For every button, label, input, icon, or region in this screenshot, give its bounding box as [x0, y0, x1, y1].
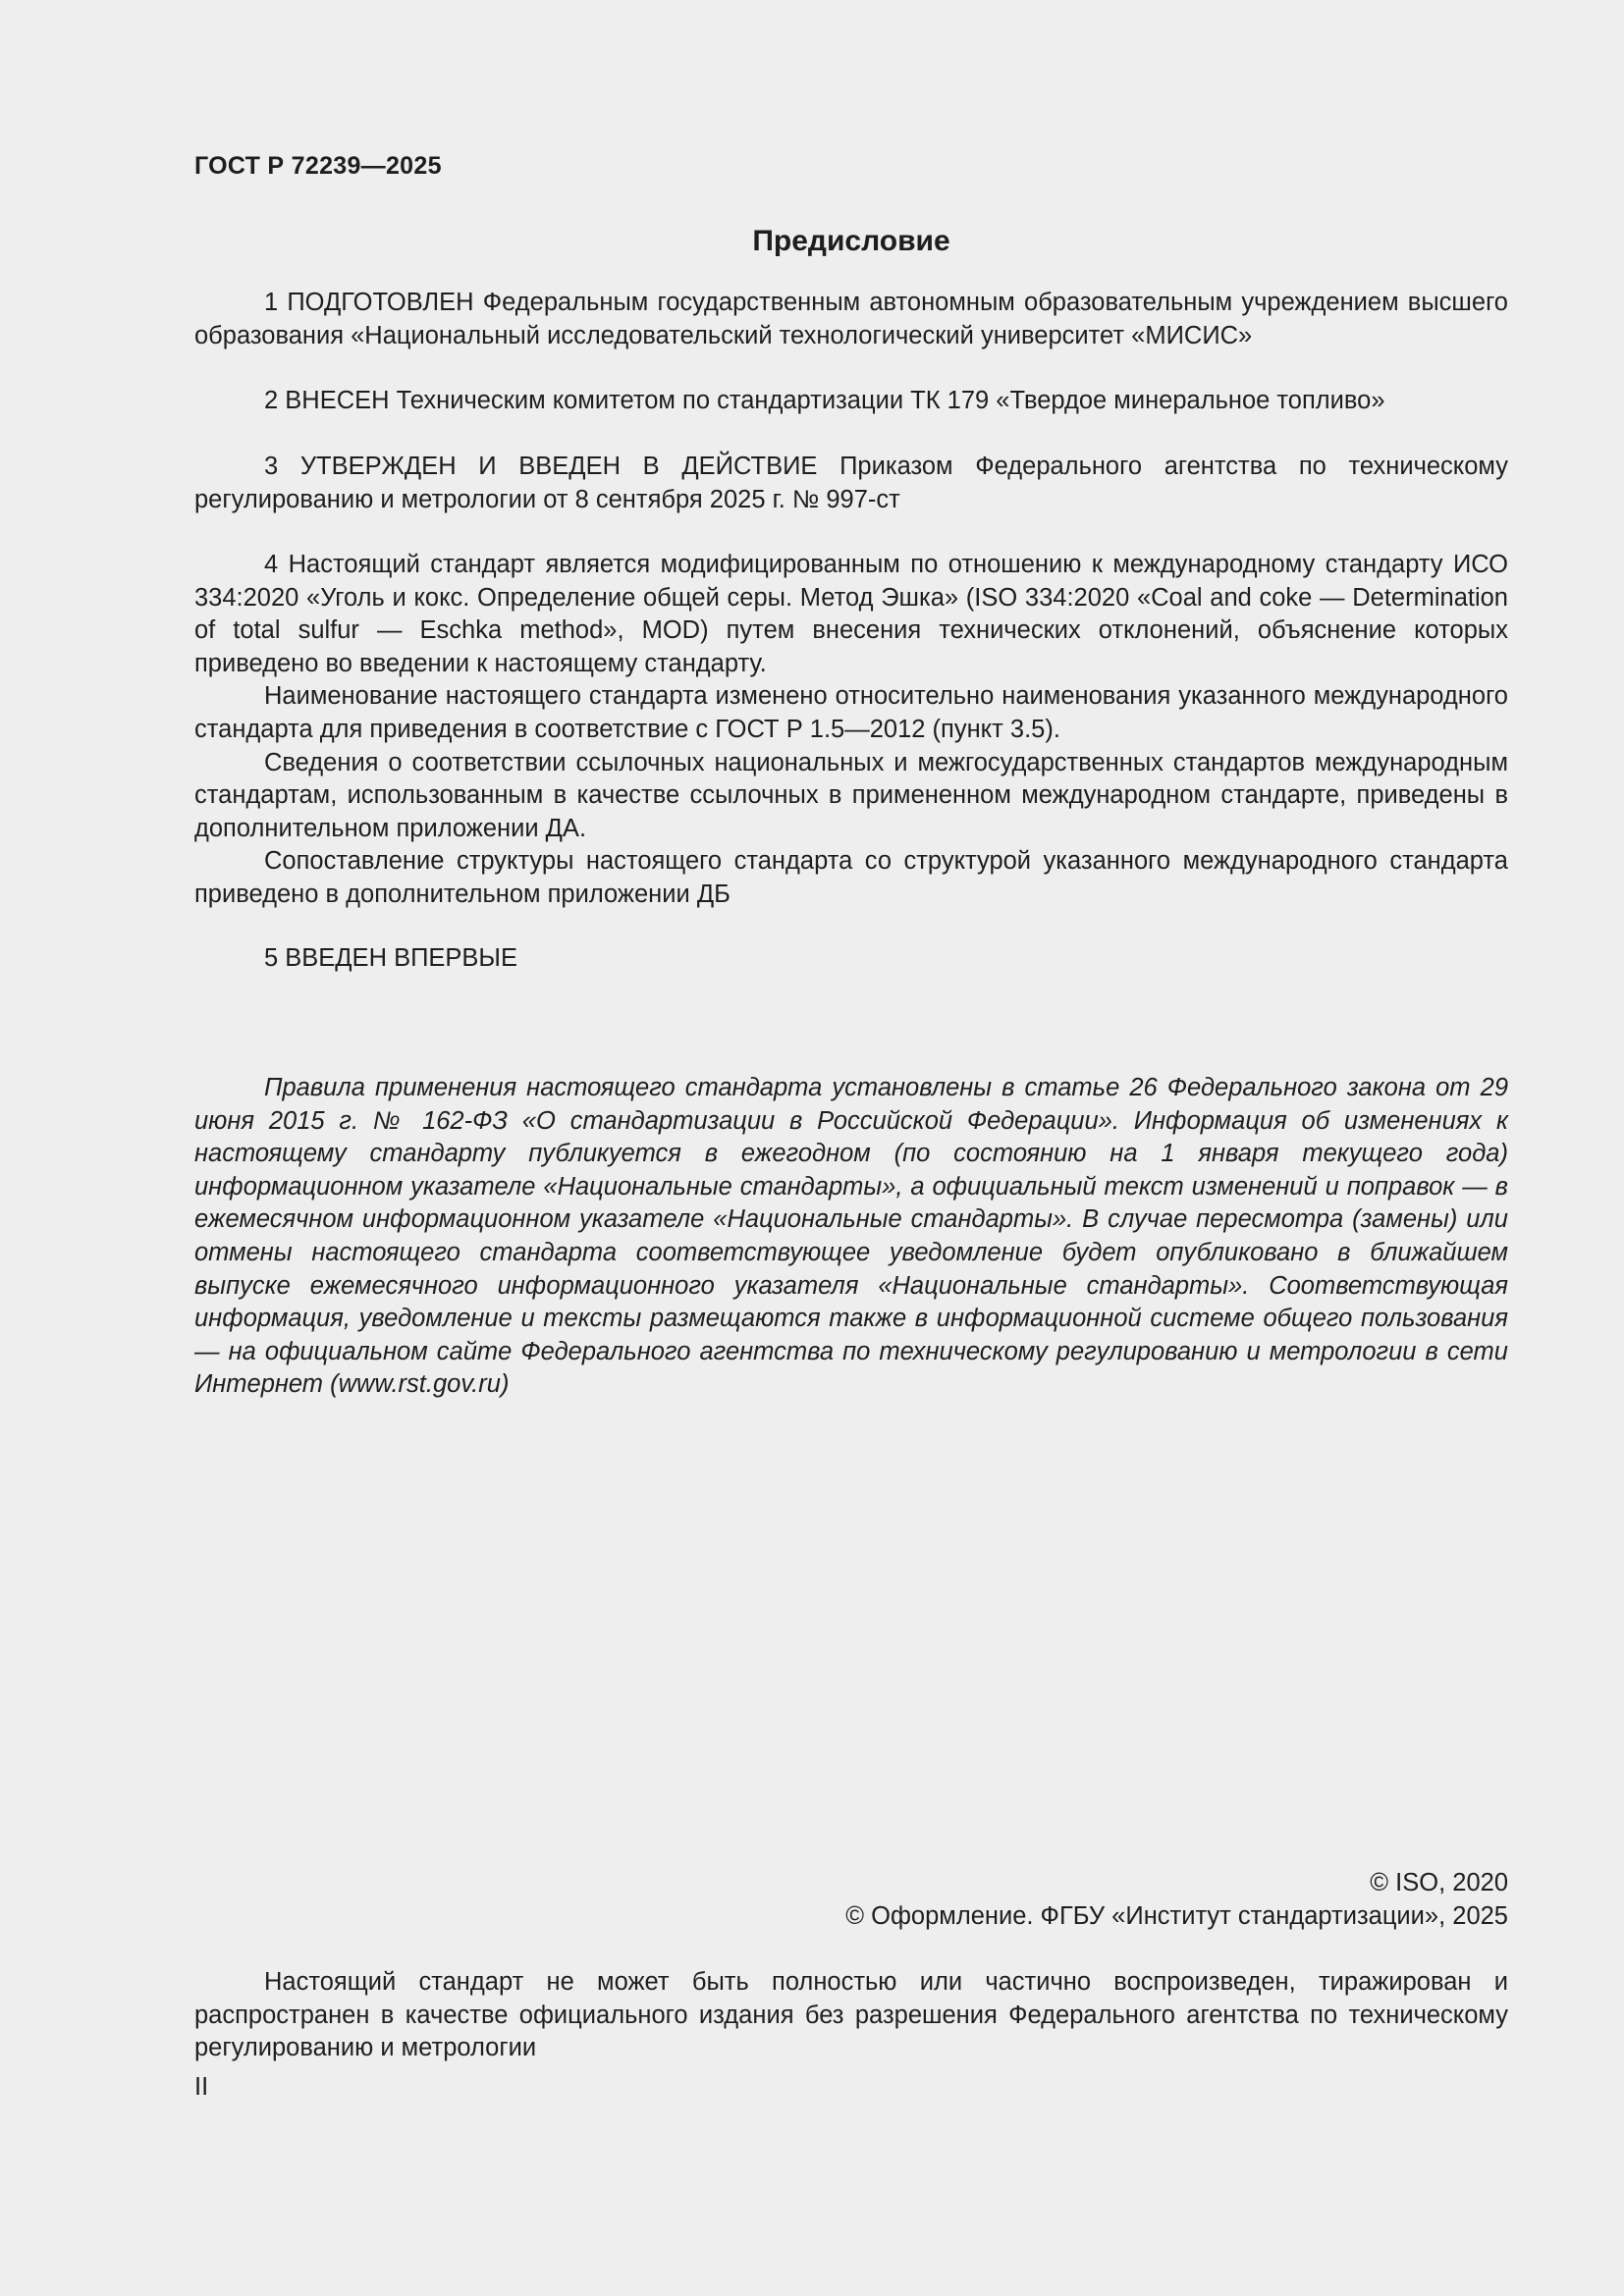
page-title: Предисловие [752, 225, 950, 257]
foreword-item-5 [194, 942, 1508, 976]
copyright-design: © Оформление. ФГБУ «Институт стандартизации», 2025 [845, 1901, 1508, 1930]
foreword-item-4-paragraph: 4 Настоящий стандарт является модифицированным по отношению к международному стандарту ИСО 334:2020 «Уголь и кокс. Определение общей серы. Метод Эшка» (ISO 334:2020 «Coal and coke — Determination of total sulfur — Eschka method», MOD) путем внесения технических отклонений, объяснение которых приведено во введении к настоящему стандарту. [194, 551, 1508, 677]
application-rules-text: Правила применения настоящего стандарта установлены в статье 26 Федерального закона от 29 июня 2015 г. № 162-ФЗ «О стандартизации в Российской Федерации». Информация об изменениях к настоящему стандарту публикуется в ежегодном (по состоянию на 1 января текущего года) информационном указателе «Национальные стандарты», а официальный текст изменений и поправок — в ежемесячном информационном указателе «Национальные стандарты». В случае пересмотра (замены) или отмены настоящего стандарта соответствующее уведомление будет опубликовано в ближайшем выпуске ежемесячного информационного указателя «Национальные стандарты». Соответствующая информация, уведомление и тексты размещаются также в информационной системе общего пользования — на официальном сайте Федерального агентства по техническому регулированию и метрологии в сети Интернет (www.rst.gov.ru) [194, 1074, 1508, 1399]
page-number: II [194, 2073, 209, 2101]
foreword-item-1-text: 1 ПОДГОТОВЛЕН Федеральным государственным автономным образовательным учреждением высшего образования «Национальный исследовательский технологический университет «МИСИС» [194, 289, 1508, 349]
foreword-item-4 [194, 549, 1508, 912]
foreword-item-4-paragraph: Наименование настоящего стандарта изменено относительно наименования указанного международного стандарта для приведения в соответствие с ГОСТ Р 1.5—2012 (пункт 3.5). [194, 682, 1508, 743]
foreword-item-2-text: 2 ВНЕСЕН Техническим комитетом по стандартизации ТК 179 «Твердое минеральное топливо» [264, 387, 1385, 414]
reproduction-notice-text: Настоящий стандарт не может быть полностью или частично воспроизведен, тиражирован и распространен в качестве официального издания без разрешения Федерального агентства по техническому регулированию и метрологии [194, 1968, 1508, 2062]
document-code: ГОСТ Р 72239—2025 [194, 152, 442, 180]
copyright-iso: © ISO, 2020 [1370, 1869, 1508, 1896]
document-page [194, 0, 1508, 2296]
copyright-block [194, 1867, 1508, 1933]
foreword-item-2 [194, 385, 1508, 418]
reproduction-notice [194, 1966, 1508, 2065]
foreword-item-1 [194, 287, 1508, 352]
foreword-item-3 [194, 451, 1508, 516]
foreword-item-4-paragraph: Сопоставление структуры настоящего стандарта со структурой указанного международного стандарта приведено в дополнительном приложении ДБ [194, 847, 1508, 908]
application-rules [194, 1072, 1508, 1402]
foreword-item-4-paragraph: Сведения о соответствии ссылочных национальных и межгосударственных стандартов международным стандартам, использованным в качестве ссылочных в примененном международном стандарте, приведены в дополнительном приложении ДА. [194, 748, 1508, 842]
foreword-item-5-text: 5 ВВЕДЕН ВПЕРВЫЕ [264, 944, 518, 972]
foreword-item-3-text: 3 УТВЕРЖДЕН И ВВЕДЕН В ДЕЙСТВИЕ Приказом Федерального агентства по техническому регулированию и метрологии от 8 сентября 2025 г. № 997-ст [194, 453, 1508, 513]
